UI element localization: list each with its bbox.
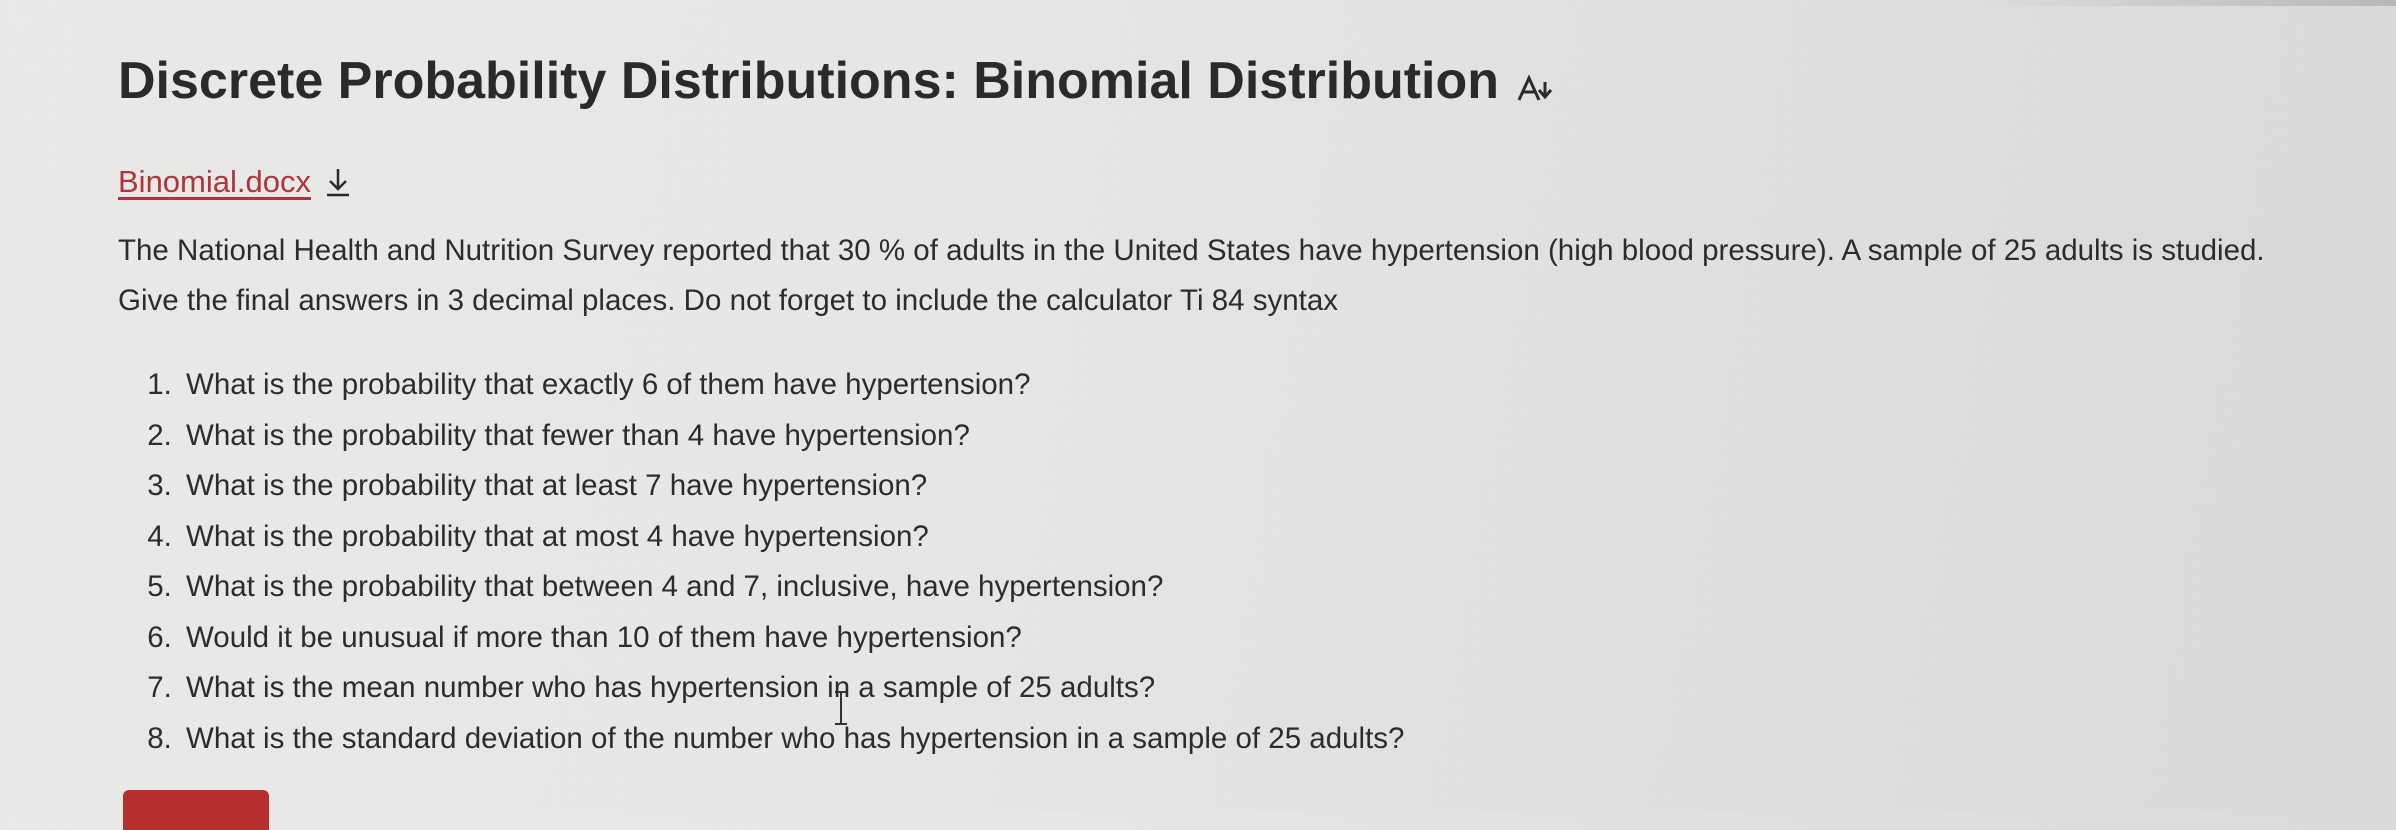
download-icon[interactable] xyxy=(321,165,355,199)
immersive-reader-icon[interactable] xyxy=(1515,72,1561,104)
title-row xyxy=(118,50,2358,112)
text-cursor-icon xyxy=(832,690,850,726)
page-title: Discrete Probability Distributions: Binomial Distribution xyxy=(118,52,1500,110)
question-item: 4. What is the probability that at most 4 have hypertension? xyxy=(180,512,2358,563)
question-item: 7. What is the mean number who has hypertension in a sample of 25 adults? xyxy=(180,663,2358,714)
question-item: 5. What is the probability that between 4 and 7, inclusive, have hypertension? xyxy=(180,562,2358,613)
submit-button[interactable] xyxy=(123,790,269,830)
attachment-row xyxy=(118,164,2358,200)
page-content xyxy=(118,40,2358,764)
question-item: 2. What is the probability that fewer than 4 have hypertension? xyxy=(180,411,2358,462)
question-item: 3. What is the probability that at least 7 have hypertension? xyxy=(180,461,2358,512)
problem-statement: The National Health and Nutrition Survey reported that 30 % of adults in the United States have hypertension (high blood pressure). A sample of 25 adults is studied. Give the final answers in 3 decimal places. Do not forget to include the calculator Ti 84 syntax xyxy=(118,234,2265,318)
question-list xyxy=(118,360,2358,764)
question-item: 8. What is the standard deviation of the number who has hypertension in a sample of 25 adults? xyxy=(180,714,2358,765)
window-edge xyxy=(1976,0,2396,6)
question-item: 6. Would it be unusual if more than 10 of them have hypertension? xyxy=(180,613,2358,664)
question-item: 1. What is the probability that exactly 6 of them have hypertension? xyxy=(180,360,2358,411)
attachment-link[interactable]: Binomial.docx xyxy=(118,164,311,200)
